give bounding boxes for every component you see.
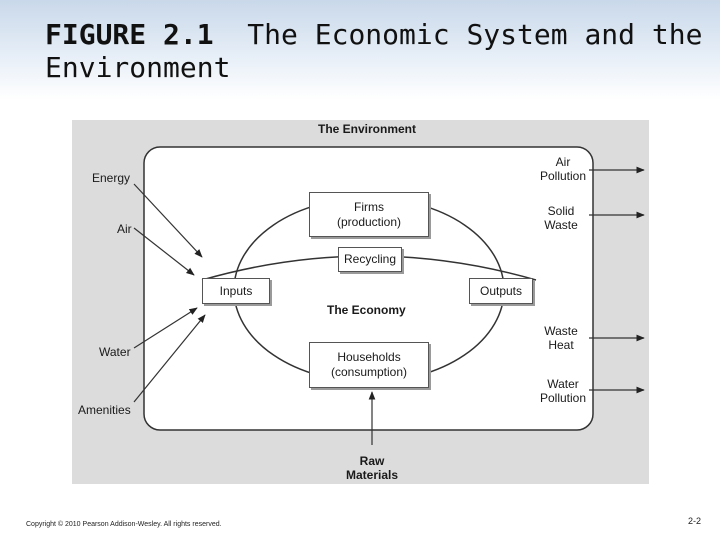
air-pollution-line1: Air — [555, 155, 571, 169]
solid-waste-label — [538, 204, 584, 232]
amenities-label: Amenities — [78, 403, 131, 417]
figure-number: FIGURE 2.1 — [45, 18, 214, 51]
energy-label: Energy — [92, 171, 131, 185]
households-box — [309, 342, 429, 388]
slide-title — [45, 18, 705, 84]
economy-label: The Economy — [327, 303, 406, 317]
water-pollution-line1: Water — [547, 377, 579, 391]
solid-waste-line1: Solid — [547, 204, 575, 218]
copyright-notice: Copyright © 2010 Pearson Addison-Wesley. All rights reserved. — [26, 521, 222, 528]
firms-title: Firms — [354, 199, 384, 214]
waste-heat-line2: Heat — [548, 338, 574, 352]
page-number: 2-2 — [688, 516, 702, 526]
waste-heat-label — [538, 324, 584, 352]
firms-subtitle: (production) — [336, 214, 402, 229]
raw-materials-label — [340, 454, 404, 482]
households-title: Households — [337, 350, 401, 364]
water-label: Water — [99, 345, 131, 359]
solid-waste-line2: Waste — [544, 218, 578, 232]
households-subtitle: (consumption) — [330, 365, 408, 379]
water-pollution-label — [538, 377, 588, 405]
environment-label: The Environment — [318, 122, 417, 136]
air-pollution-line2: Pollution — [539, 169, 587, 183]
raw-materials-line1: Raw — [359, 454, 385, 468]
water-pollution-line2: Pollution — [539, 391, 587, 405]
outputs-label: Outputs — [479, 283, 523, 298]
figure-title: The Economic System and the Environment — [45, 18, 703, 84]
recycling-box — [338, 247, 402, 272]
inputs-label: Inputs — [219, 283, 253, 298]
raw-materials-line2: Materials — [345, 468, 399, 482]
economic-system-diagram — [72, 120, 649, 484]
air-pollution-label — [538, 155, 588, 183]
firms-box — [309, 192, 429, 237]
waste-heat-line1: Waste — [544, 324, 578, 338]
air-label: Air — [117, 222, 132, 236]
outputs-box — [469, 278, 533, 304]
inputs-box — [202, 278, 270, 304]
recycling-label: Recycling — [343, 252, 397, 266]
